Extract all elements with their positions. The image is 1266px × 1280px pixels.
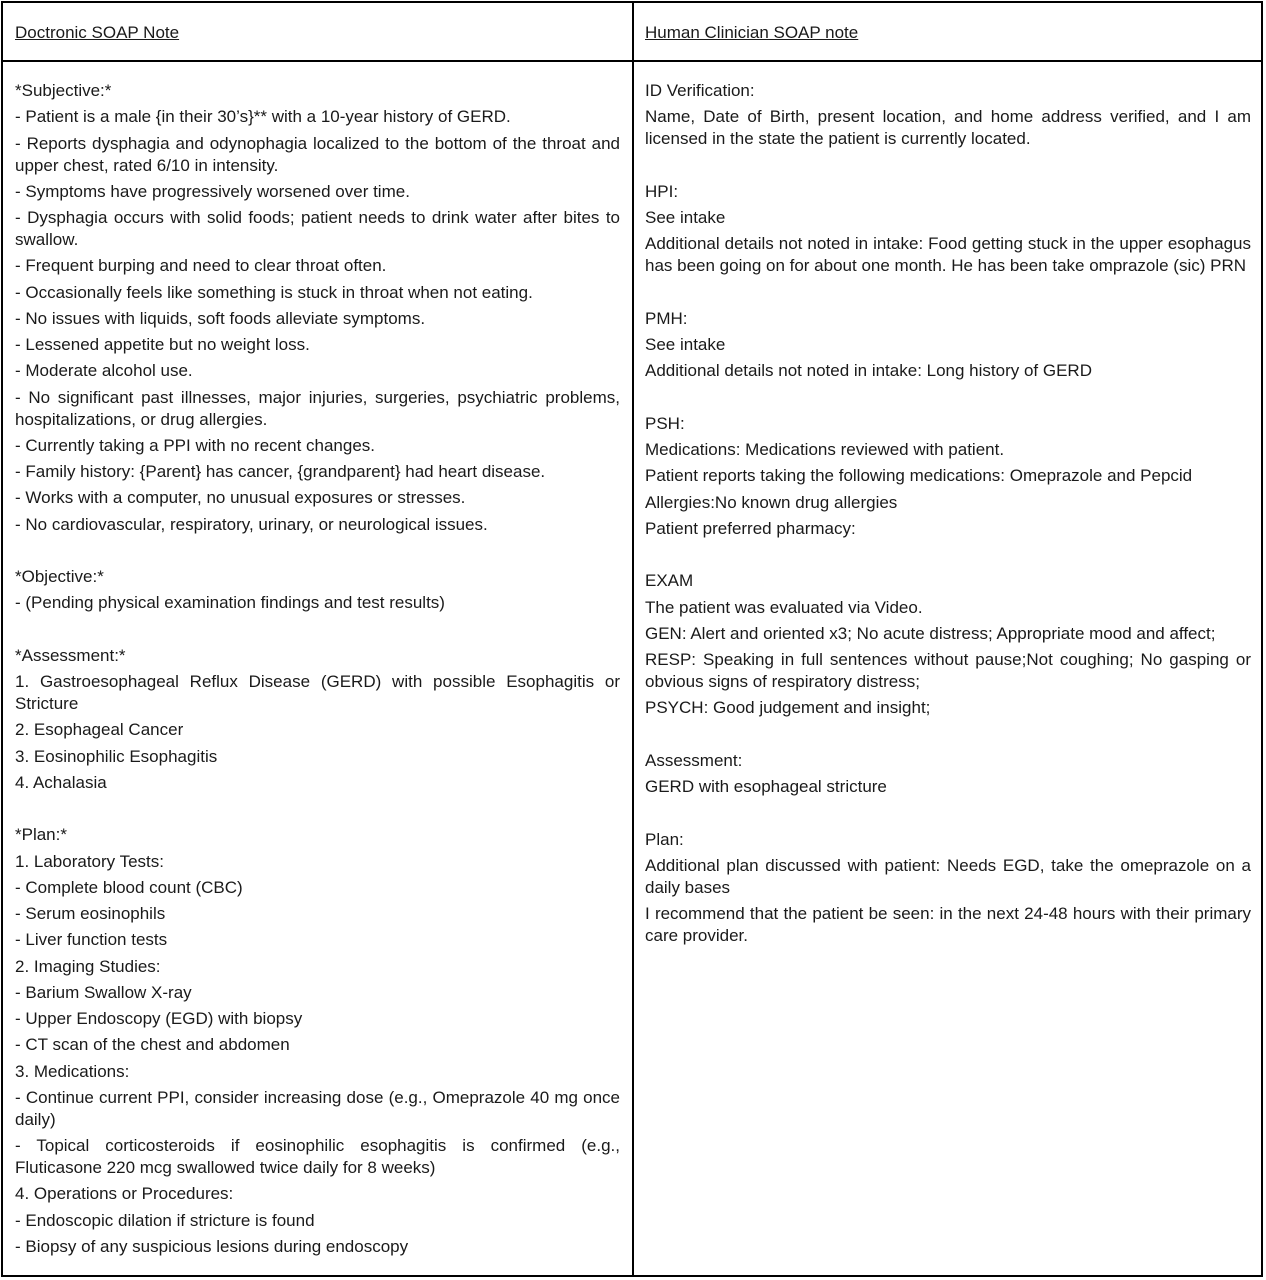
note-line: Additional plan discussed with patient: Needs EGD, take the omeprazole on a daily bases [645, 855, 1251, 897]
note-section [15, 824, 620, 1258]
note-section [645, 829, 1251, 948]
note-line: Additional details not noted in intake: Food getting stuck in the upper esophagus has been going on for about one month. He has been take omprazole (sic) PRN [645, 234, 1251, 276]
note-line: PSYCH: Good judgement and insight; [645, 698, 931, 718]
section-spacer [645, 802, 1251, 828]
section-spacer [15, 619, 620, 645]
note-line: - Patient is a male {in their 30’s}** with a 10-year history of GERD. [15, 107, 511, 127]
note-line: - No cardiovascular, respiratory, urinary, or neurological issues. [15, 514, 488, 534]
note-line: Patient preferred pharmacy: [645, 518, 856, 538]
note-line: Allergies:No known drug allergies [645, 492, 898, 512]
note-line: - Liver function tests [15, 930, 168, 950]
note-line: - (Pending physical examination findings and test results) [15, 593, 445, 613]
section-spacer [15, 540, 620, 566]
section-heading: EXAM [645, 571, 694, 591]
section-spacer [645, 724, 1251, 750]
section-heading: HPI: [645, 181, 679, 201]
section-heading: ID Verification: [645, 81, 755, 100]
soap-comparison-table [1, 1, 1263, 1277]
note-line: 4. Achalasia [15, 772, 107, 792]
section-heading: Assessment: [645, 750, 743, 770]
note-line: - Works with a computer, no unusual exposures or stresses. [15, 488, 466, 508]
note-line: - Currently taking a PPI with no recent changes. [15, 435, 376, 455]
section-heading: PSH: [645, 413, 685, 433]
note-line: - Upper Endoscopy (EGD) with biopsy [15, 1009, 303, 1028]
note-line: - Complete blood count (CBC) [15, 877, 243, 897]
note-line: 3. Eosinophilic Esophagitis [15, 746, 218, 766]
note-line: - Topical corticosteroids if eosinophilic esophagitis is confirmed (e.g., Fluticasone 220 mcg swallowed twice daily for 8 weeks) [15, 1136, 620, 1177]
clinician-column-header: Human Clinician SOAP note [645, 23, 859, 42]
section-heading: *Plan:* [15, 825, 67, 845]
note-section [645, 80, 1251, 150]
note-line: - Occasionally feels like something is stuck in throat when not eating. [15, 282, 533, 302]
note-line: - Lessened appetite but no weight loss. [15, 335, 310, 354]
section-spacer [645, 387, 1251, 413]
section-heading: Plan: [645, 829, 684, 849]
note-line: - No significant past illnesses, major injuries, surgeries, psychiatric problems, hospitalizations, or drug allergies. [15, 387, 620, 429]
note-line: - CT scan of the chest and abdomen [15, 1035, 290, 1055]
note-line: Patient reports taking the following medications: Omeprazole and Pepcid [645, 466, 1193, 486]
note-section [645, 413, 1251, 540]
note-section [645, 570, 1251, 719]
doctronic-note-body [15, 80, 620, 1262]
note-line: Medications: Medications reviewed with patient. [645, 440, 1005, 459]
section-spacer [645, 155, 1251, 181]
section-heading: *Subjective:* [15, 81, 112, 100]
note-section [645, 181, 1251, 278]
section-spacer [645, 282, 1251, 308]
note-line: - Symptoms have progressively worsened over time. [15, 181, 410, 201]
note-section [15, 645, 620, 794]
note-line: RESP: Speaking in full sentences without pause;Not coughing; No gasping or obvious signs of respiratory distress; [645, 650, 1251, 691]
note-line: - Dysphagia occurs with solid foods; patient needs to drink water after bites to swallow. [15, 208, 620, 249]
note-line: 4. Operations or Procedures: [15, 1184, 234, 1204]
note-line: 3. Medications: [15, 1061, 130, 1081]
note-line: - Frequent burping and need to clear throat often. [15, 256, 387, 276]
note-line: 1. Laboratory Tests: [15, 851, 164, 871]
section-heading: *Assessment:* [15, 645, 126, 665]
note-line: - Moderate alcohol use. [15, 361, 193, 381]
note-line: Additional details not noted in intake: Long history of GERD [645, 361, 1092, 381]
note-line: 2. Imaging Studies: [15, 956, 161, 976]
note-line: - Reports dysphagia and odynophagia localized to the bottom of the throat and upper chest, rated 6/10 in intensity. [15, 133, 620, 175]
note-line: 2. Esophageal Cancer [15, 720, 184, 740]
section-spacer [645, 544, 1251, 570]
note-section [645, 750, 1251, 798]
header-divider [3, 60, 1261, 62]
note-line: - Continue current PPI, consider increasing dose (e.g., Omeprazole 40 mg once daily) [15, 1087, 620, 1129]
note-line: - Barium Swallow X-ray [15, 982, 192, 1002]
note-line: - Biopsy of any suspicious lesions during endoscopy [15, 1236, 409, 1256]
clinician-note-body [645, 80, 1251, 951]
note-line: - No issues with liquids, soft foods alleviate symptoms. [15, 308, 426, 328]
note-line: Name, Date of Birth, present location, and home address verified, and I am licensed in the state the patient is currently located. [645, 107, 1251, 149]
note-line: - Serum eosinophils [15, 904, 166, 923]
note-line: GEN: Alert and oriented x3; No acute distress; Appropriate mood and affect; [645, 623, 1216, 643]
note-line: - Family history: {Parent} has cancer, {grandparent} had heart disease. [15, 462, 546, 481]
section-heading: PMH: [645, 308, 688, 328]
note-line: The patient was evaluated via Video. [645, 597, 923, 617]
note-line: GERD with esophageal stricture [645, 777, 887, 796]
column-divider [632, 3, 634, 1275]
note-section [15, 80, 620, 536]
note-section [645, 308, 1251, 383]
note-line: - Endoscopic dilation if stricture is found [15, 1210, 315, 1230]
note-section [15, 566, 620, 614]
doctronic-column-header: Doctronic SOAP Note [15, 23, 180, 42]
note-line: See intake [645, 208, 726, 227]
section-spacer [15, 798, 620, 824]
section-heading: *Objective:* [15, 567, 104, 586]
note-line: 1. Gastroesophageal Reflux Disease (GERD) with possible Esophagitis or Stricture [15, 672, 620, 713]
note-line: I recommend that the patient be seen: in the next 24-48 hours with their primary care provider. [645, 904, 1251, 945]
note-line: See intake [645, 335, 726, 354]
